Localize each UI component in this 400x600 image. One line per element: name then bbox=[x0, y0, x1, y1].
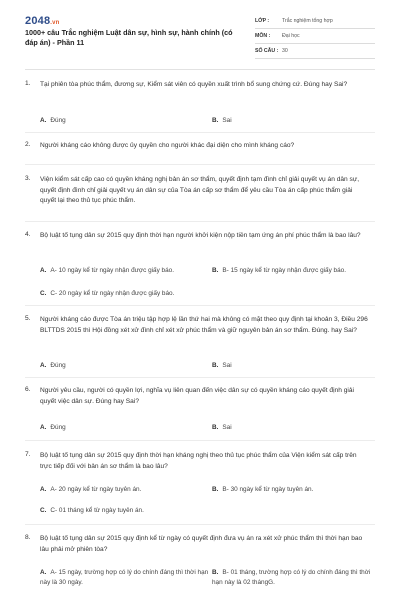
question-number: 2. bbox=[25, 141, 31, 148]
question-text: Người kháng cáo không được ủy quyền cho người khác đại diện cho mình kháng cáo? bbox=[40, 142, 295, 149]
meta-row-subject bbox=[255, 29, 375, 44]
answer-option[interactable] bbox=[40, 361, 66, 371]
option-letter: A. bbox=[40, 362, 47, 369]
option-text: C- 20 ngày kể từ ngày nhận được giấy báo. bbox=[50, 290, 175, 297]
question-text: Tại phiên tòa phúc thẩm, đương sự, Kiểm sát viên có quyền xuất trình bổ sung chứng cứ. Đúng hay Sai? bbox=[40, 81, 348, 88]
question-text: Viện kiểm sát cấp cao có quyền kháng nghị bản án sơ thẩm, quyết định tạm đình chỉ giải quyết vụ án dân sự, quyết định đình chỉ giải quyết vụ án dân sự của Tòa án cấp sơ thẩm để yêu cầu Tòa án cấp phúc thẩm giải quyết lại theo thủ tục phúc thẩm. bbox=[40, 176, 360, 204]
answer-option[interactable] bbox=[40, 266, 174, 276]
option-text: A- 15 ngày, trường hợp có lý do chính đáng thì thời hạn này là 30 ngày. bbox=[40, 569, 209, 586]
option-letter: B. bbox=[212, 267, 219, 274]
option-text: B- 01 tháng, trường hợp có lý do chính đáng thì thời hạn này là 02 thángG. bbox=[212, 569, 371, 586]
question-text: Bộ luật tố tụng dân sự 2015 quy định thời hạn người khởi kiện nộp tiền tạm ứng án phí phúc thẩm là bao lâu? bbox=[40, 232, 361, 239]
option-text: A- 10 ngày kể từ ngày nhận được giấy báo. bbox=[50, 267, 175, 274]
meta-table bbox=[255, 14, 375, 59]
answer-option[interactable] bbox=[212, 568, 372, 588]
answer-option[interactable] bbox=[40, 485, 141, 495]
question-number: 4. bbox=[25, 231, 31, 238]
option-text: C- 01 tháng kể từ ngày tuyên án. bbox=[50, 507, 144, 514]
option-text: Đúng bbox=[50, 117, 66, 124]
question-number: 5. bbox=[25, 315, 31, 322]
option-letter: B. bbox=[212, 569, 219, 576]
option-text: B- 15 ngày kể từ ngày nhận được giấy báo. bbox=[222, 267, 347, 274]
answer-option[interactable] bbox=[40, 423, 66, 433]
question-divider bbox=[25, 524, 375, 525]
answer-option[interactable] bbox=[212, 485, 313, 495]
question-number: 1. bbox=[25, 80, 31, 87]
option-letter: B. bbox=[212, 362, 219, 369]
question-number: 7. bbox=[25, 451, 31, 458]
meta-value: 30 bbox=[282, 48, 288, 54]
option-letter: B. bbox=[212, 117, 219, 124]
option-text: Sai bbox=[222, 362, 232, 369]
option-text: B- 30 ngày kể từ ngày tuyên án. bbox=[222, 486, 314, 493]
logo-suffix: .vn bbox=[50, 20, 60, 26]
question-divider bbox=[25, 440, 375, 441]
question-number: 6. bbox=[25, 386, 31, 393]
meta-row-class bbox=[255, 14, 375, 29]
question-divider bbox=[25, 164, 375, 165]
option-letter: A. bbox=[40, 117, 47, 124]
question-text: Người kháng cáo được Tòa án triệu tập hợp lệ lần thứ hai mà không có mặt theo quy định tại khoản 3, Điều 296 BLTTDS 2015 thì Hội đồng xét xử đình chỉ xét xử phúc thẩm và giữ nguyên bản án sơ thẩm. Đúng. hay Sai? bbox=[40, 316, 368, 334]
meta-value: Trắc nghiệm tổng hợp bbox=[282, 18, 333, 24]
option-letter: B. bbox=[212, 424, 219, 431]
question-divider bbox=[25, 305, 375, 306]
answer-option[interactable] bbox=[212, 116, 232, 126]
answer-option[interactable] bbox=[212, 361, 232, 371]
option-letter: A. bbox=[40, 569, 47, 576]
option-text: Sai bbox=[222, 424, 232, 431]
question-text: Bộ luật tố tụng dân sự 2015 quy định thời hạn kháng nghị theo thủ tục phúc thẩm của Viện kiểm sát cấp trên trực tiếp đối với bản án sơ thẩm là bao lâu? bbox=[40, 452, 357, 470]
meta-key: LỚP : bbox=[255, 18, 270, 24]
question-number: 3. bbox=[25, 175, 31, 182]
option-letter: A. bbox=[40, 486, 47, 493]
answer-option[interactable] bbox=[40, 289, 174, 299]
question-text: Bộ luật tố tụng dân sự 2015 quy định kể từ ngày có quyết định đưa vụ án ra xét xử phúc thẩm thì thời hạn bao lâu phải mở phiên tòa? bbox=[40, 535, 363, 553]
option-text: Đúng bbox=[50, 424, 66, 431]
meta-value: Đại học bbox=[282, 33, 300, 39]
answer-option[interactable] bbox=[40, 506, 144, 516]
question-divider bbox=[25, 221, 375, 222]
logo-text: 2048 bbox=[25, 15, 51, 27]
option-letter: C. bbox=[40, 290, 47, 297]
answer-option[interactable] bbox=[40, 568, 210, 588]
question-number: 8. bbox=[25, 534, 31, 541]
option-text: A- 20 ngày kể từ ngày tuyên án. bbox=[50, 486, 142, 493]
question-divider bbox=[25, 132, 375, 133]
document-title: 1000+ câu Trắc nghiệm Luật dân sự, hình sự, hành chính (có đáp án) - Phần 11 bbox=[25, 28, 233, 47]
option-letter: C. bbox=[40, 507, 47, 514]
answer-option[interactable] bbox=[40, 116, 66, 126]
option-letter: A. bbox=[40, 267, 47, 274]
answer-option[interactable] bbox=[212, 423, 232, 433]
option-text: Sai bbox=[222, 117, 232, 124]
option-letter: B. bbox=[212, 486, 219, 493]
option-letter: A. bbox=[40, 424, 47, 431]
answer-option[interactable] bbox=[212, 266, 346, 276]
site-logo[interactable] bbox=[25, 15, 60, 27]
option-text: Đúng bbox=[50, 362, 66, 369]
meta-key: MÔN : bbox=[255, 33, 271, 39]
meta-key: SỐ CÂU : bbox=[255, 48, 279, 54]
question-text: Người yêu cầu, người có quyền lợi, nghĩa vụ liên quan đến việc dân sự có quyền kháng cáo quyết định giải quyết việc dân sự. Đúng hay Sai? bbox=[40, 387, 354, 405]
document-header bbox=[0, 0, 400, 64]
question-divider bbox=[25, 377, 375, 378]
meta-row-count bbox=[255, 44, 375, 59]
header-divider bbox=[25, 69, 375, 70]
